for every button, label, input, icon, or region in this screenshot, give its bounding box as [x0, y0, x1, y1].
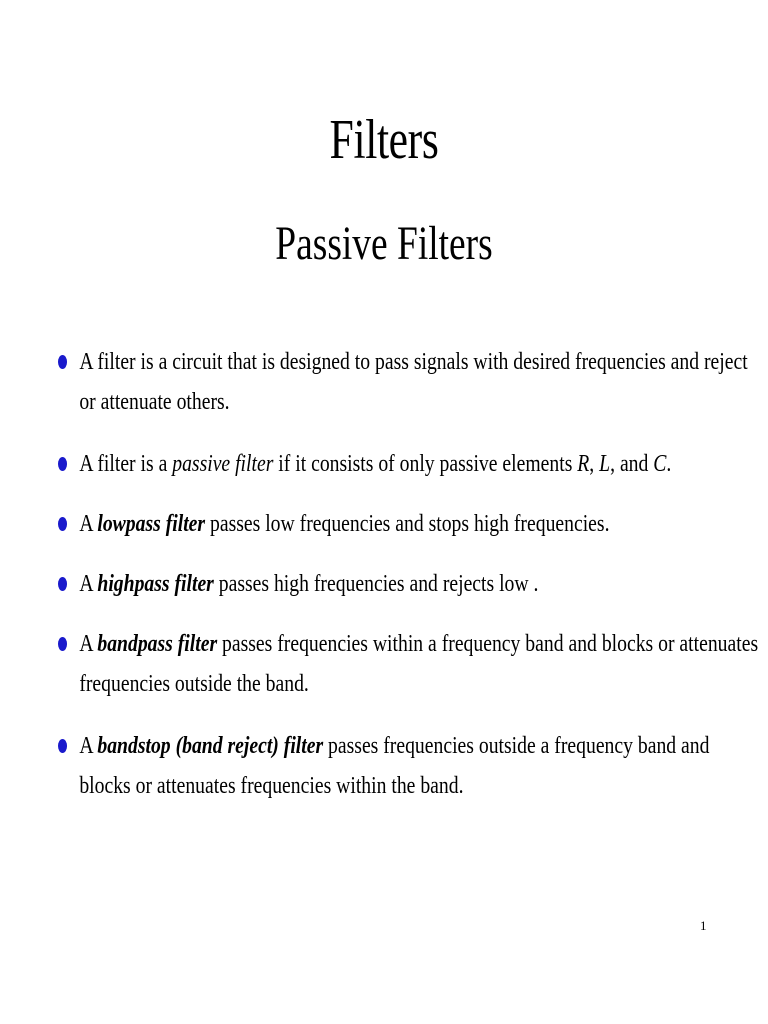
- bullet-text-part: A: [79, 571, 98, 597]
- slide-title: Filters: [329, 109, 439, 171]
- bullet-text: [79, 511, 609, 537]
- bullet-text-part: A filter is a: [79, 451, 173, 477]
- bullet-text-part: if it consists of only passive elements: [273, 451, 578, 477]
- bullet-dot-icon: [58, 637, 67, 651]
- bullet-text: [79, 571, 538, 597]
- bullet-emphasis: passive filter: [172, 451, 274, 477]
- bullet-emphasis: R: [577, 451, 590, 477]
- bullet-item: [58, 564, 760, 604]
- bullet-dot-icon: [58, 739, 67, 753]
- slide-subtitle: Passive Filters: [275, 217, 493, 270]
- bullet-item: [58, 342, 760, 422]
- bullet-dot-icon: [58, 577, 67, 591]
- bullet-text-part: passes high frequencies and rejects low .: [213, 571, 539, 597]
- bullet-text-part: passes frequencies outside a frequency band and blocks or attenuates frequencies within the band.: [79, 733, 710, 799]
- bullet-text: [79, 451, 671, 477]
- bullet-item: [58, 504, 760, 544]
- bullet-item: [58, 444, 760, 484]
- bullet-dot-icon: [58, 517, 67, 531]
- bullet-dot-icon: [58, 457, 67, 471]
- bullet-term: lowpass filter: [97, 511, 206, 537]
- bullet-text-part: passes low frequencies and stops high frequencies.: [205, 511, 610, 537]
- bullet-text-part: ,: [589, 451, 600, 477]
- bullet-emphasis: C: [653, 451, 667, 477]
- bullet-text: [79, 631, 758, 697]
- bullet-text-part: , and: [610, 451, 654, 477]
- bullet-dot-icon: [58, 355, 67, 369]
- page-number: 1: [700, 918, 707, 933]
- bullet-term: bandstop (band reject) filter: [97, 733, 324, 759]
- bullet-text-part: A filter is a circuit that is designed to pass signals with desired frequencies and reject or attenuate others.: [79, 349, 748, 415]
- bullet-text-part: .: [666, 451, 672, 477]
- bullet-emphasis: L: [599, 451, 611, 477]
- bullet-text-part: A: [79, 631, 98, 657]
- bullet-text-part: A: [79, 733, 98, 759]
- bullet-text: [79, 733, 709, 799]
- bullet-term: highpass filter: [97, 571, 214, 597]
- bullet-text: [79, 349, 747, 415]
- bullet-text-part: A: [79, 511, 98, 537]
- bullet-item: [58, 726, 760, 806]
- bullet-text-part: passes frequencies within a frequency band and blocks or attenuates frequencies outside the band.: [79, 631, 759, 697]
- bullet-item: [58, 624, 760, 704]
- bullet-term: bandpass filter: [97, 631, 218, 657]
